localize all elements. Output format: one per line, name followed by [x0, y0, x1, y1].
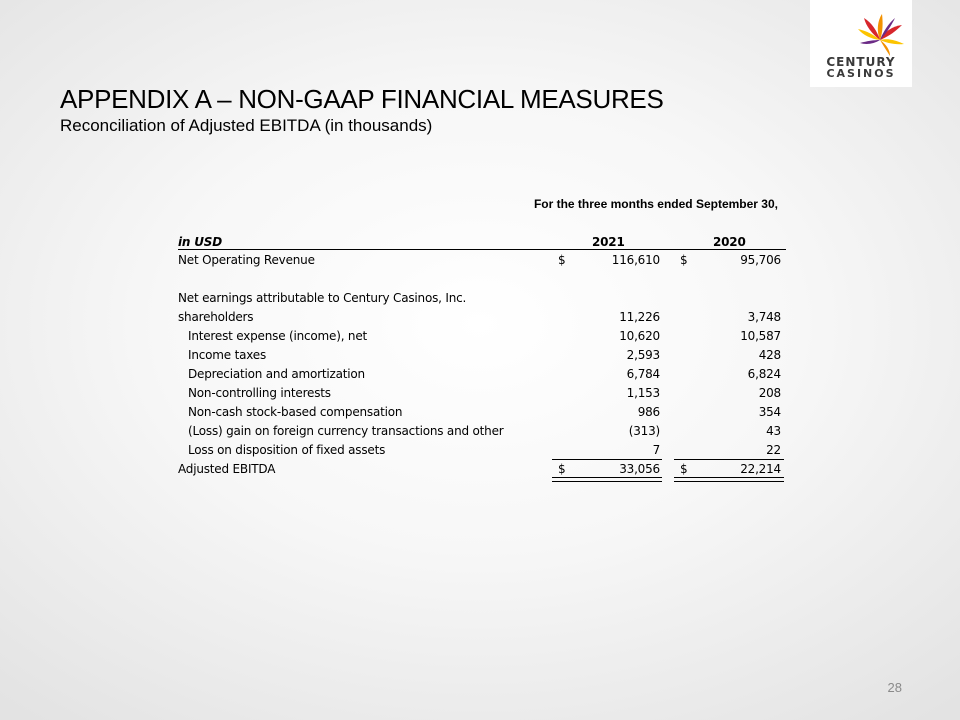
value-2020: 354 [758, 405, 781, 419]
page-subtitle: Reconciliation of Adjusted EBITDA (in thousands) [60, 116, 433, 135]
unit-label: in USD [178, 235, 222, 249]
row-label: Non-cash stock-based compensation [188, 405, 403, 419]
period-header: For the three months ended September 30, [533, 197, 778, 211]
value-2021: 986 [637, 405, 660, 419]
value-2020: 3,748 [747, 310, 781, 324]
page-number: 28 [887, 680, 902, 695]
value-2020: 208 [758, 386, 781, 400]
value-2020: 428 [758, 348, 781, 362]
value-2020: 95,706 [740, 253, 781, 267]
table-row-interest [178, 326, 786, 345]
total-rule [552, 459, 662, 460]
table-row-depreciation [178, 364, 786, 383]
row-label: Non-controlling interests [188, 386, 331, 400]
value-2020: 22 [766, 443, 781, 457]
value-2021: 10,620 [619, 329, 660, 343]
currency-symbol: $ [558, 462, 566, 476]
value-2021: 33,056 [619, 462, 660, 476]
value-2021: (313) [628, 424, 660, 438]
table-row-stock-compensation [178, 402, 786, 421]
table-row-income-taxes [178, 345, 786, 364]
table-spacer-row [178, 269, 786, 288]
row-label: Loss on disposition of fixed assets [188, 443, 386, 457]
value-2020: 10,587 [740, 329, 781, 343]
double-underline [552, 477, 662, 482]
table-row-fx-gain-loss [178, 421, 786, 440]
column-header-2021: 2021 [592, 235, 625, 249]
logo-wordmark-century: CENTURY [826, 55, 896, 69]
row-label: shareholders [178, 310, 254, 324]
value-2021: 7 [652, 443, 660, 457]
value-2020: 43 [766, 424, 781, 438]
value-2021: 2,593 [626, 348, 660, 362]
value-2021: 11,226 [619, 310, 660, 324]
row-label: Depreciation and amortization [188, 367, 365, 381]
table-row-revenue [178, 250, 786, 269]
value-2020: 6,824 [747, 367, 781, 381]
table-row-net-earnings [178, 307, 786, 326]
row-label: (Loss) gain on foreign currency transactions and other [188, 424, 504, 438]
row-label: Income taxes [188, 348, 266, 362]
row-label: Net earnings attributable to Century Casinos, Inc. [178, 291, 467, 305]
century-casinos-logo [810, 0, 912, 87]
table-row-disposition-loss [178, 440, 786, 459]
currency-symbol: $ [680, 253, 688, 267]
row-label: Adjusted EBITDA [178, 462, 276, 476]
ebitda-reconciliation-table [178, 232, 786, 478]
table-row-adjusted-ebitda [178, 459, 786, 478]
value-2021: 116,610 [611, 253, 660, 267]
currency-symbol: $ [680, 462, 688, 476]
table-row-non-controlling [178, 383, 786, 402]
value-2021: 6,784 [626, 367, 660, 381]
column-header-2020: 2020 [713, 235, 746, 249]
row-label: Interest expense (income), net [188, 329, 368, 343]
logo-wordmark-casinos: CASINOS [826, 67, 896, 80]
starburst-icon [810, 0, 912, 60]
row-label: Net Operating Revenue [178, 253, 315, 267]
total-rule [674, 459, 784, 460]
page-title: APPENDIX A – NON-GAAP FINANCIAL MEASURES [60, 84, 664, 114]
double-underline [674, 477, 784, 482]
currency-symbol: $ [558, 253, 566, 267]
value-2021: 1,153 [626, 386, 660, 400]
table-header-row [178, 232, 786, 250]
table-row-net-earnings-label [178, 288, 786, 307]
value-2020: 22,214 [740, 462, 781, 476]
